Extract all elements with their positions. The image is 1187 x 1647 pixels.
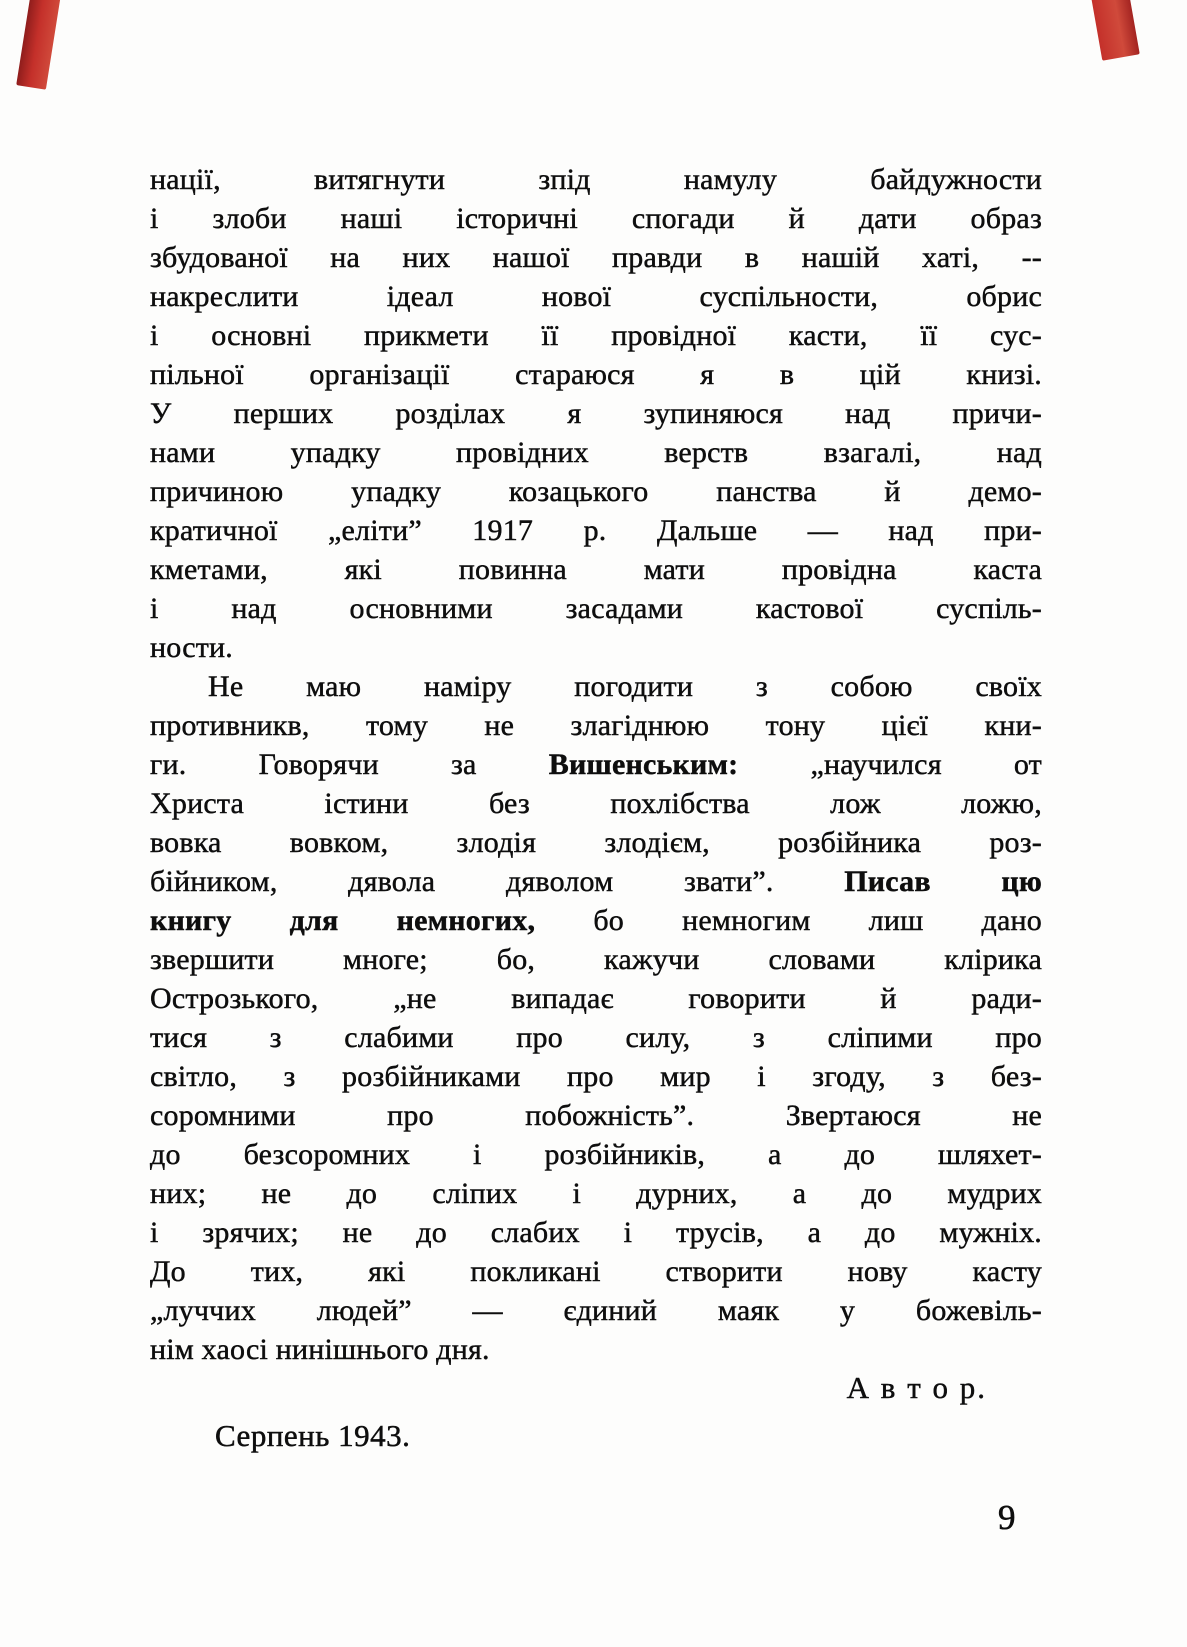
text-line — [150, 316, 1042, 355]
text-segment: і злоби наші історичні спогади й дати образ — [150, 202, 1042, 235]
text-line — [150, 901, 1042, 940]
text-line — [150, 1213, 1042, 1252]
text-line — [150, 277, 1042, 316]
text-segment: звершити многе; бо, кажучи словами клірика — [150, 943, 1042, 976]
text-segment: Христа істини без похлібства лож ложю, — [150, 787, 1042, 820]
bold-text-segment: Писав цю — [844, 865, 1042, 898]
text-segment: противникв, тому не злагіднюю тону цієї кни- — [150, 709, 1042, 742]
text-segment: кратичної „еліти” 1917 р. Дальше — над при- — [150, 514, 1042, 547]
text-segment: світло, з розбійниками про мир і згоду, з без- — [150, 1060, 1042, 1093]
text-line — [150, 472, 1042, 511]
text-segment: бійником, дявола дяволом звати”. — [150, 865, 845, 898]
text-line — [150, 355, 1042, 394]
text-segment: до безсоромних і розбійників, а до шляхет- — [150, 1138, 1042, 1171]
text-line — [150, 823, 1042, 862]
text-line — [150, 1135, 1042, 1174]
text-line — [150, 550, 1042, 589]
text-segment: У перших розділах я зупиняюся над причи- — [150, 397, 1042, 430]
text-line — [150, 745, 1042, 784]
text-line — [150, 1096, 1042, 1135]
text-line — [150, 706, 1042, 745]
author-signature: А в т о р. — [846, 1370, 987, 1405]
text-segment: нім хаосі нинішнього дня. — [150, 1333, 490, 1366]
text-segment: збудованої на них нашої правди в нашій хаті, -- — [150, 241, 1042, 274]
text-line — [150, 667, 1042, 706]
scan-artifact-red-mark-right — [1090, 0, 1140, 61]
text-line — [150, 979, 1042, 1018]
bold-text-segment: книгу для немногих, — [150, 904, 536, 937]
text-line — [150, 940, 1042, 979]
bold-text-segment: Вишенським: — [548, 748, 739, 781]
text-block — [150, 160, 1042, 1369]
text-segment: Острозького, „не випадає говорити й ради- — [150, 982, 1042, 1015]
text-line — [150, 628, 1042, 667]
text-segment: соромними про побожність”. Звертаюся не — [150, 1099, 1042, 1132]
text-line — [150, 511, 1042, 550]
page-number: 9 — [998, 1498, 1016, 1537]
text-line — [150, 1174, 1042, 1213]
text-line — [150, 1018, 1042, 1057]
text-line — [150, 1330, 1042, 1369]
text-segment: причиною упадку козацького панства й демо- — [150, 475, 1042, 508]
text-segment: пільної організації стараюся я в цій книзі. — [150, 358, 1042, 391]
text-line — [150, 784, 1042, 823]
text-line — [150, 589, 1042, 628]
text-line — [150, 238, 1042, 277]
text-segment: нами упадку провідних верств взагалі, над — [150, 436, 1042, 469]
text-segment: бо немногим лиш дано — [535, 904, 1042, 937]
text-line — [150, 394, 1042, 433]
text-segment: Не маю наміру погодити з собою своїх — [208, 670, 1042, 703]
text-segment: нації, витягнути зпід намулу байдужности — [150, 163, 1042, 196]
text-segment: накреслити ідеал нової суспільности, обрис — [150, 280, 1042, 313]
text-line — [150, 862, 1042, 901]
text-segment: До тих, які покликані створити нову касту — [150, 1255, 1042, 1288]
text-segment: і основні прикмети її провідної касти, її сус- — [150, 319, 1042, 352]
text-line — [150, 1252, 1042, 1291]
text-segment: „луччих людей” — єдиний маяк у божевіль- — [150, 1294, 1042, 1327]
text-line — [150, 1057, 1042, 1096]
text-segment: і над основними засадами кастової суспіль- — [150, 592, 1042, 625]
text-segment: кметами, які повинна мати провідна каста — [150, 553, 1042, 586]
date-line: Серпень 1943. — [215, 1418, 411, 1453]
text-segment: „научился от — [738, 748, 1042, 781]
text-line — [150, 1291, 1042, 1330]
text-line — [150, 160, 1042, 199]
text-line — [150, 199, 1042, 238]
text-segment: тися з слабими про силу, з сліпими про — [150, 1021, 1042, 1054]
text-line — [150, 433, 1042, 472]
text-segment: них; не до сліпих і дурних, а до мудрих — [150, 1177, 1042, 1210]
text-segment: ги. Говорячи за — [150, 748, 549, 781]
text-segment: і зрячих; не до слабих і трусів, а до мужніх. — [150, 1216, 1042, 1249]
scan-artifact-red-mark-left — [16, 0, 62, 90]
text-segment: вовка вовком, злодія злодієм, розбійника роз- — [150, 826, 1042, 859]
text-segment: ности. — [150, 631, 233, 664]
